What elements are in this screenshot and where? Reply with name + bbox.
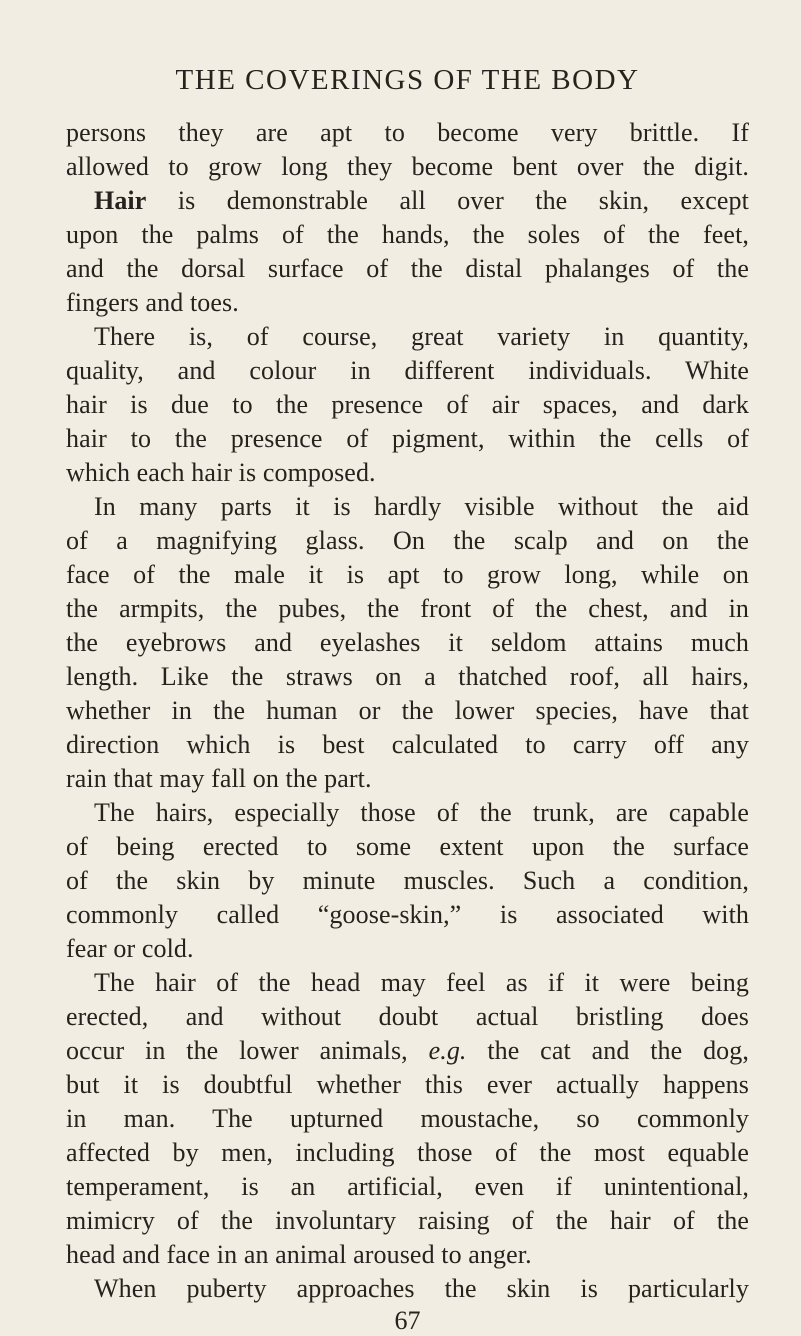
body-text <box>66 116 749 1306</box>
text-line: head and face in an animal aroused to anger. <box>66 1240 532 1269</box>
text-line: quality, and colour in different individuals. White <box>66 356 749 385</box>
text-line: fear or cold. <box>66 934 194 963</box>
text-line: length. Like the straws on a thatched roof, all hairs, <box>66 662 749 691</box>
text-line: commonly called “goose-skin,” is associated with <box>66 900 749 929</box>
text-line: hair to the presence of pigment, within the cells of <box>66 424 749 453</box>
bold-term: Hair <box>94 186 147 215</box>
text-line: allowed to grow long they become bent over the digit. <box>66 152 749 181</box>
text-line: hair is due to the presence of air spaces, and dark <box>66 390 749 419</box>
text-line: fingers and toes. <box>66 288 239 317</box>
text-line: temperament, is an artificial, even if unintentional, <box>66 1172 749 1201</box>
text-line: whether in the human or the lower species, have that <box>66 696 749 725</box>
text-line: direction which is best calculated to carry off any <box>66 730 749 759</box>
text-line: The hair of the head may feel as if it were being <box>94 968 749 997</box>
text-line: rain that may fall on the part. <box>66 764 372 793</box>
text-fragment: the cat and the dog, <box>487 1036 749 1065</box>
text-line: of a magnifying glass. On the scalp and on the <box>66 526 749 555</box>
running-head: THE COVERINGS OF THE BODY <box>175 64 640 96</box>
text-line: affected by men, including those of the most equable <box>66 1138 749 1167</box>
text-line: the armpits, the pubes, the front of the chest, and in <box>66 594 749 623</box>
text-fragment: is demonstrable all over the skin, except <box>177 186 749 215</box>
text-line: of the skin by minute muscles. Such a condition, <box>66 866 749 895</box>
italic-abbreviation: e.g. <box>428 1036 467 1065</box>
text-line: which each hair is composed. <box>66 458 376 487</box>
text-line: but it is doubtful whether this ever actually happens <box>66 1070 749 1099</box>
text-fragment: occur in the lower animals, <box>66 1036 408 1065</box>
text-line: When puberty approaches the skin is particularly <box>94 1274 749 1303</box>
text-line: in man. The upturned moustache, so commonly <box>66 1104 749 1133</box>
page-number: 67 <box>394 1306 421 1335</box>
text-line: upon the palms of the hands, the soles of the feet, <box>66 220 749 249</box>
text-line: and the dorsal surface of the distal phalanges of the <box>66 254 749 283</box>
text-line: persons they are apt to become very brittle. If <box>66 118 749 147</box>
text-line: of being erected to some extent upon the surface <box>66 832 749 861</box>
text-line: the eyebrows and eyelashes it seldom attains much <box>66 628 749 657</box>
text-line <box>66 1034 749 1068</box>
text-line: There is, of course, great variety in quantity, <box>94 322 749 351</box>
text-line: mimicry of the involuntary raising of the hair of the <box>66 1206 749 1235</box>
text-line: face of the male it is apt to grow long, while on <box>66 560 749 589</box>
text-line: The hairs, especially those of the trunk, are capable <box>94 798 749 827</box>
text-line <box>66 184 749 218</box>
text-line: erected, and without doubt actual bristling does <box>66 1002 749 1031</box>
text-line: In many parts it is hardly visible without the aid <box>94 492 749 521</box>
